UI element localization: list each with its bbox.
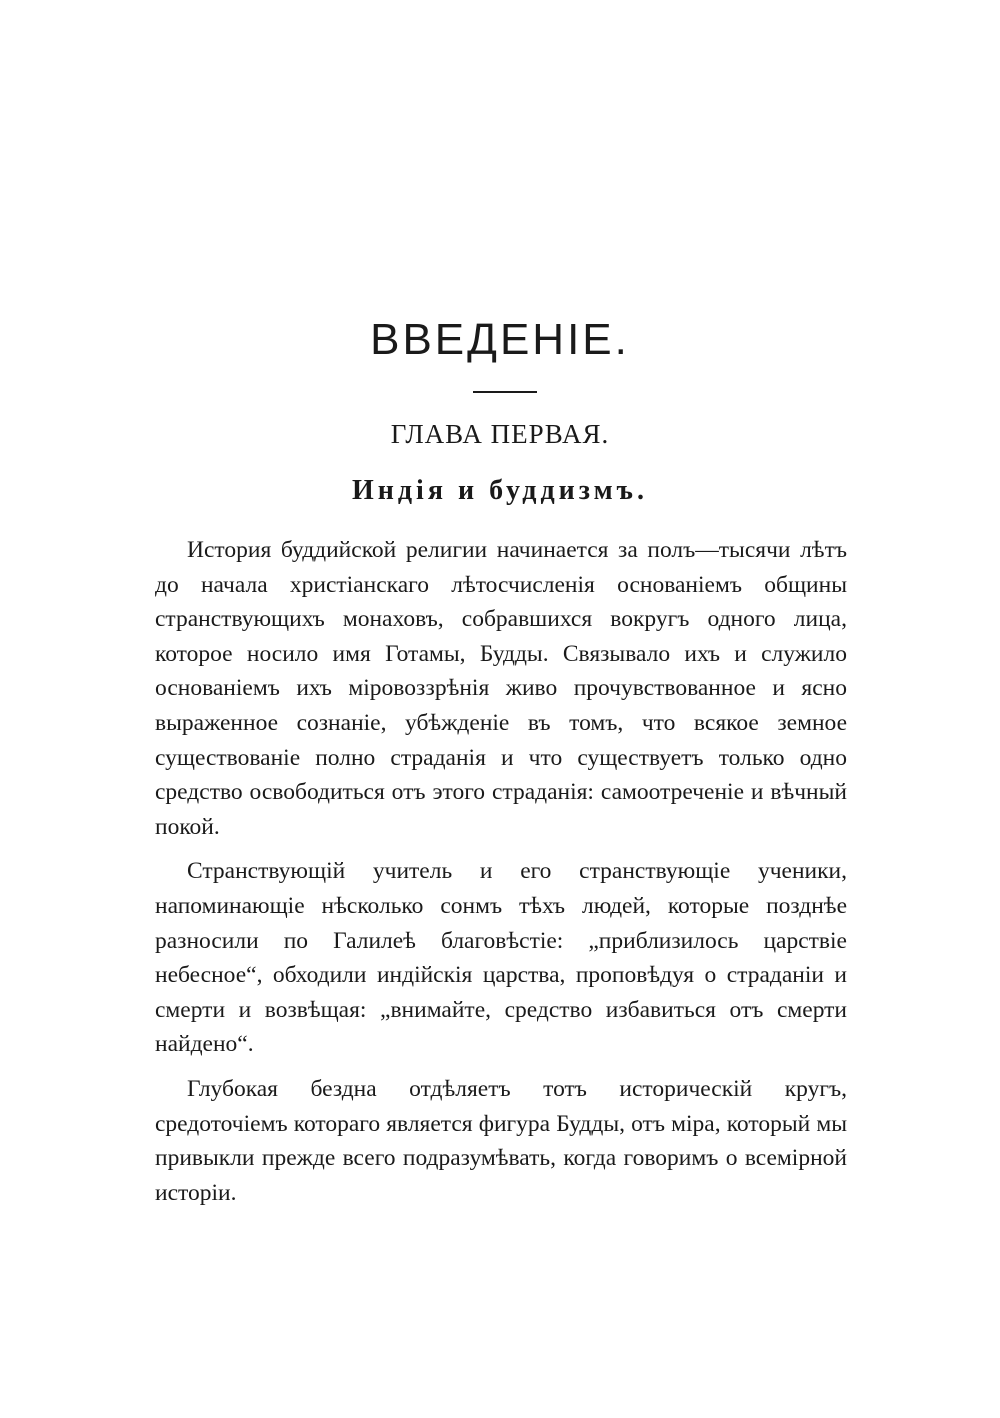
body-text [155, 533, 847, 1220]
paragraph-3: Глубокая бездна отдѣляетъ тотъ историческій кругъ, средоточіемъ котораго является фигура Будды, отъ міра, который мы привыкли прежде всего подразумѣвать, когда говоримъ о всемірной исторіи. [155, 1075, 847, 1206]
title-divider [473, 391, 537, 393]
paragraph-2: Странствующій учитель и его странствующіе ученики, напоминающіе нѣсколько сонмъ тѣхъ людей, которые позднѣе разносили по Галилеѣ благовѣстіе: „приблизилось царствіе небесное“, обходили индійскія царства, проповѣдуя о страданіи и смерти и возвѣщая: „внимайте, средство избавиться отъ смерти найдено“. [155, 858, 847, 1058]
part-title: ВВЕДЕНІЕ. [370, 315, 630, 364]
paragraph-1: История буддийской религии начинается за полъ—тысячи лѣтъ до начала христіанскаго лѣтосчисленія основаніемъ общины странствующихъ монаховъ, собравшихся вокругъ одного лица, которое носило имя Готамы, Будды. Связывало ихъ и служило основаніемъ ихъ міровоззрѣнія живо прочувствованное и ясно выраженное сознаніе, убѣжденіе въ томъ, что всякое земное существованіе полно страданія и что существуетъ только одно средство освободиться отъ этого страданія: самоотреченіе и вѣчный покой. [155, 537, 847, 840]
chapter-label: ГЛАВА ПЕРВАЯ. [390, 419, 610, 449]
chapter-title: Индія и буддизмъ. [351, 475, 649, 506]
